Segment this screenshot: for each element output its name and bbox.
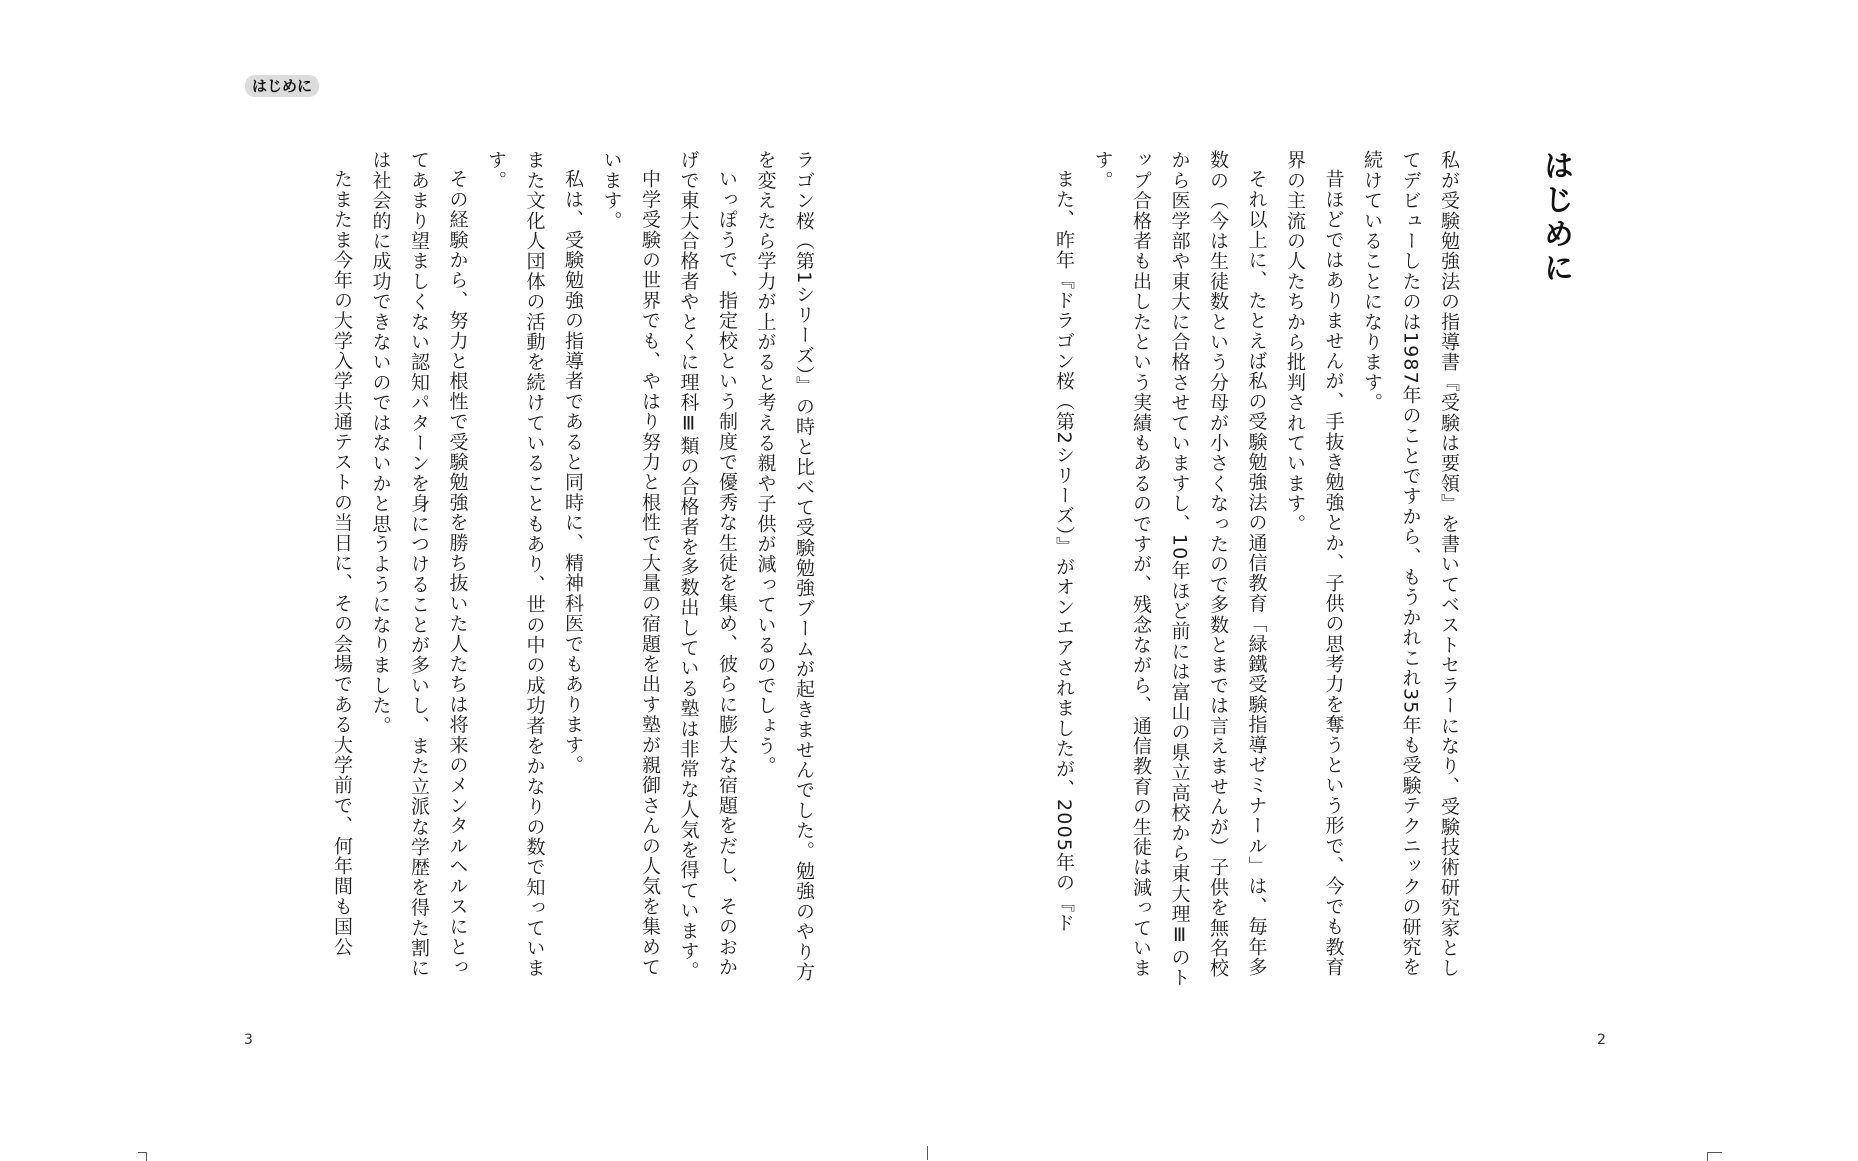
paragraph: それ以上に、たとえば私の受験勉強法の通信教育「緑鐵受験指導ゼミナール」は、毎年多数の（今は生徒数という分母が小さくなったので多数とまでは言えませんが）子供を無名校から医学部や東大に合格させていますし、10年ほど前には富山の県立高校から東大理Ⅲのトップ合格者も出したという実績もあるのですが、残念ながら、通信教育の生徒は減っています。 bbox=[1091, 150, 1268, 988]
paragraph: いっぽうで、指定校という制度で優秀な生徒を集め、彼らに膨大な宿題をだし、そのおかげで東大合格者やとくに理科Ⅲ類の合格者を多数出している塾は非常な人気を得ています。 bbox=[677, 150, 738, 982]
right-page-body bbox=[1053, 150, 1468, 990]
paragraph: 中学受験の世界でも、やはり努力と根性で大量の宿題を出す塾が親御さんの人気を集めています。 bbox=[600, 150, 661, 977]
page-number-right: 2 bbox=[1597, 1032, 1606, 1048]
paragraph: その経験から、努力と根性で受験勉強を勝ち抜いた人たちは将来のメンタルヘルスにとってあまり望ましくない認知パターンを身につけることが多いし、また立派な学歴を得た割には社会的に成功できないのではないかと思うようになりました。 bbox=[369, 150, 469, 979]
paragraph: また文化人団体の活動を続けていることもあり、世の中の成功者をかなりの数で知っています。 bbox=[485, 150, 546, 979]
chapter-title: はじめに bbox=[1538, 150, 1573, 286]
paragraph: たまたま今年の大学入学共通テストの当日に、その会場である大学前で、何年間も国公 bbox=[331, 169, 353, 957]
crop-mark-center bbox=[927, 1146, 928, 1160]
paragraph: 私は、受験勉強の指導者であると同時に、精神科医でもあります。 bbox=[562, 169, 584, 775]
page-number-left: 3 bbox=[244, 1032, 253, 1048]
left-page-body bbox=[258, 150, 823, 990]
paragraph: 私が受験勉強法の指導書『受験は要領』を書いてベストセラーになり、受験技術研究家としてデビューしたのは1987年のことですから、もうかれこれ35年も受験テクニックの研究を続けていることになります。 bbox=[1361, 150, 1460, 979]
paragraph: ラゴン桜（第1シリーズ）』の時と比べて受験勉強ブームが起きませんでした。勉強のやり方を変えたら学力が上がると考える親や子供が減っているのでしょう。 bbox=[754, 150, 815, 982]
paragraph: また、昨年『ドラゴン桜（第2シリーズ）』がオンエアされましたが、2005年の『ド bbox=[1053, 169, 1075, 933]
paragraph: 昔ほどではありませんが、手抜き勉強とか、子供の思考力を奪うという形で、今でも教育界の主流の人たちから批判されています。 bbox=[1284, 150, 1345, 977]
chapter-header-tab: はじめに bbox=[245, 75, 319, 97]
